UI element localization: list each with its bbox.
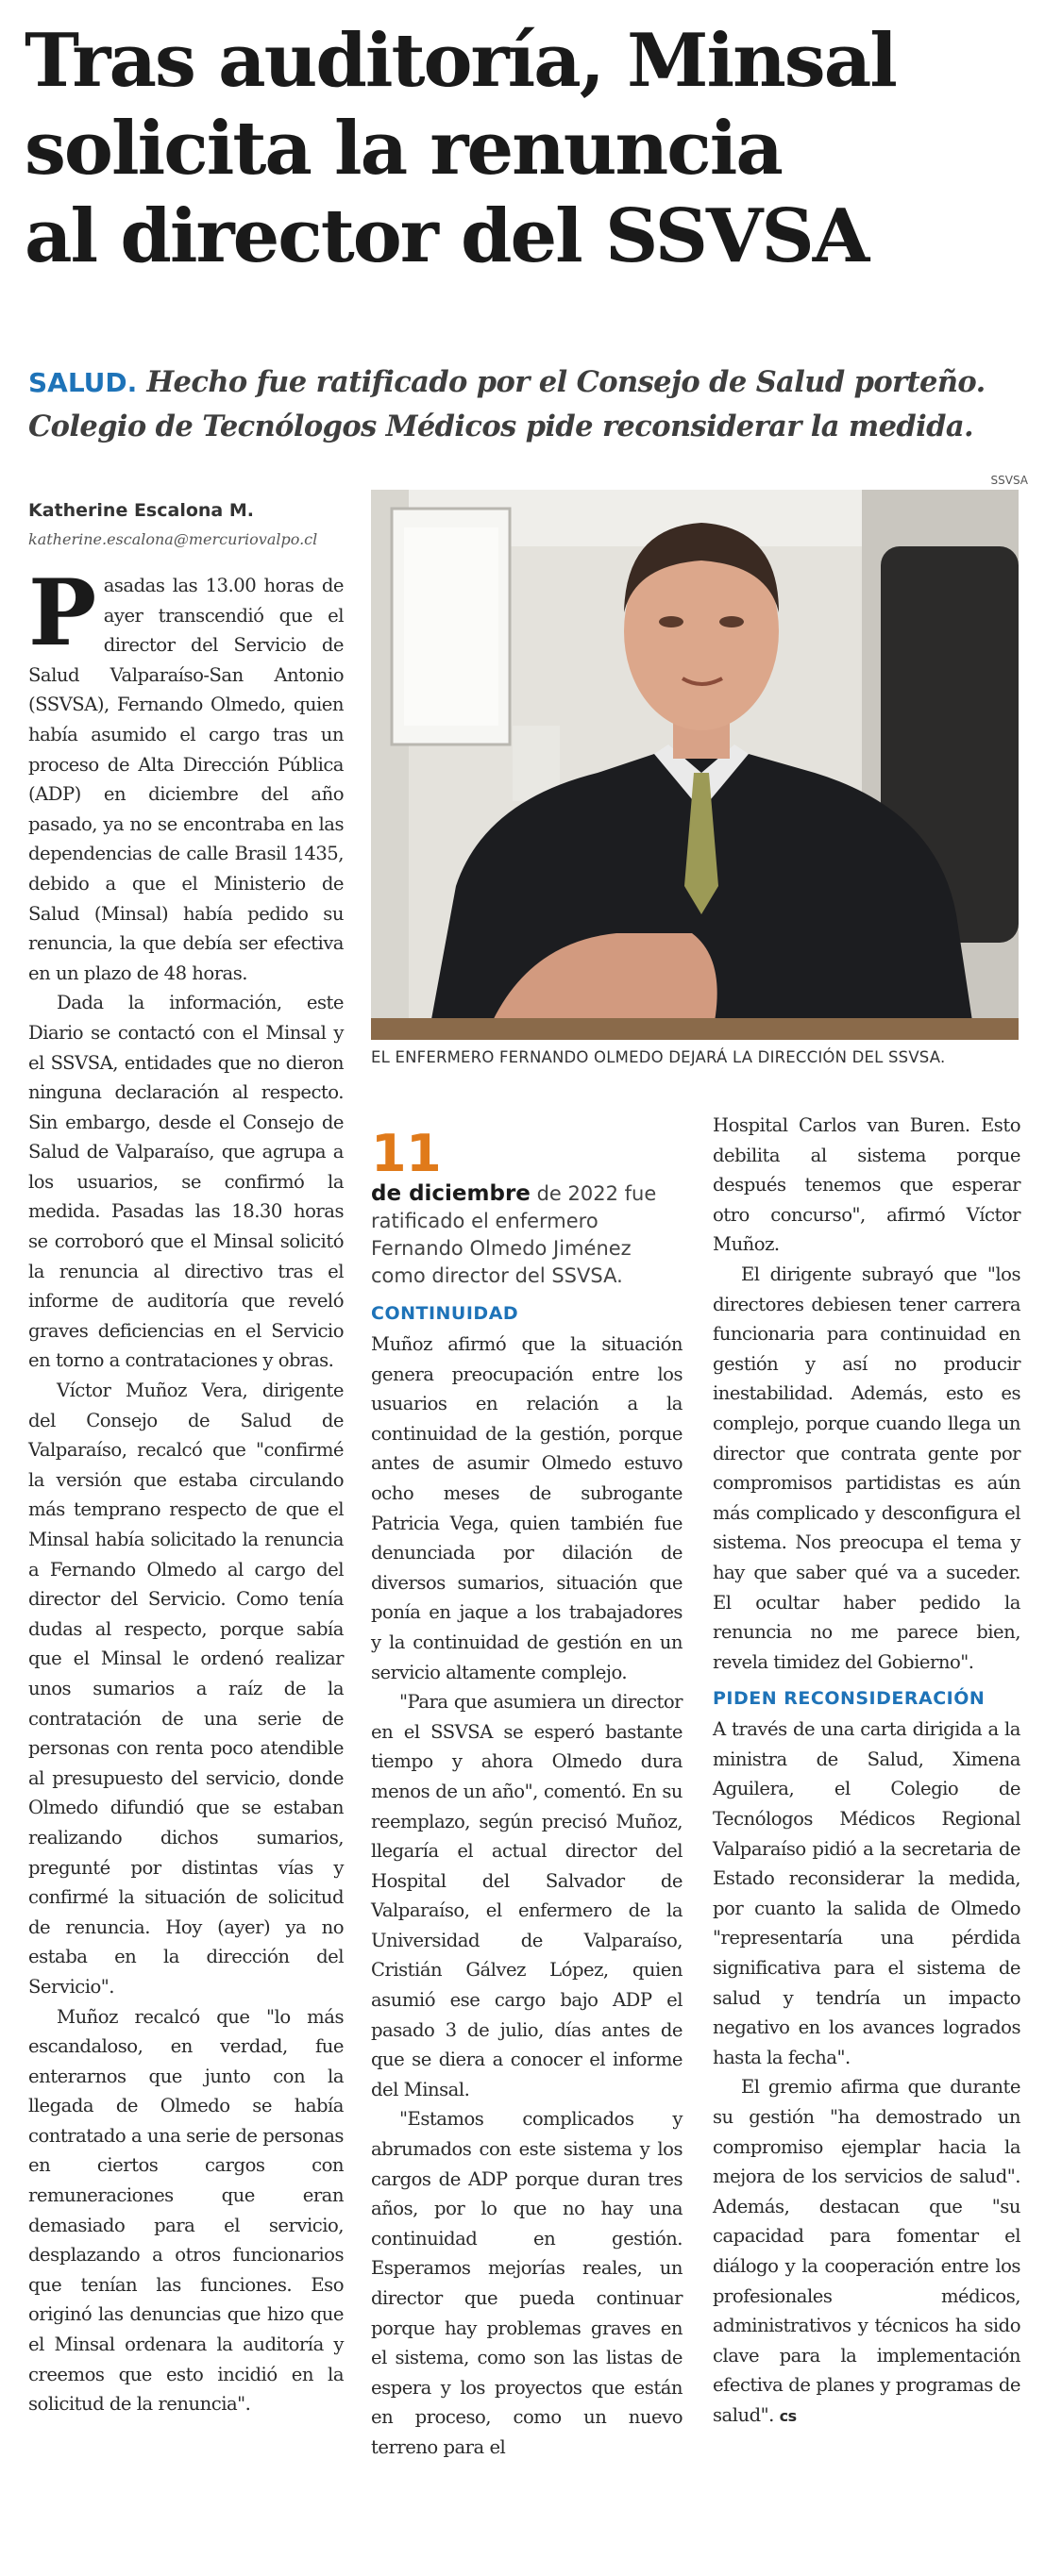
paragraph: El dirigente subrayó que "los directores debiesen tener carrera funcionaria para continuidad en gestión y así no producir inestabilidad. Además, esto es complejo, porque cuando llega un director que contrata gente por compromisos partidistas es aún más complicado y desconfigura el sistema. Nos preocupa el tema y hay que saber qué va a suceder. El ocultar haber pedido la renuncia no me parece bien, revela timidez del Gobierno". <box>713 1263 1020 1673</box>
paragraph: Hospital Carlos van Buren. Esto debilita al sistema porque después tenemos que esperar otro concurso", afirmó Víctor Muñoz. <box>713 1114 1020 1256</box>
column-3 <box>713 1111 1020 2432</box>
paragraph <box>713 2072 1020 2431</box>
paragraph: Dada la información, este Diario se contactó con el Minsal y el SSVSA, entidades que no dieron ninguna declaración al respecto. Sin embargo, desde el Consejo de Salud de Valparaíso, que agrupa a los usuarios, se confirmó la medida. Pasadas las 18.30 horas se corroboró que el Minsal solicitó la renuncia al directivo tras el informe de auditoría que reveló graves deficiencias en el Servicio en torno a contrataciones y obras. <box>28 992 344 1372</box>
column-1 <box>28 560 344 2419</box>
byline <box>28 500 359 548</box>
paragraph: Víctor Muñoz Vera, dirigente del Consejo de Salud de Valparaíso, recalcó que "confirmé la versión que estaba circulando más temprano respecto de que el Minsal había solicitado la renuncia a Fernando Olmedo al cargo del director del Servicio. Como tenía dudas al respecto, porque sabía que el Minsal le ordenó realizar unos sumarios a raíz de la contratación de una serie de personas con renta poco atendible al presupuesto del servicio, donde Olmedo difundió que se estaban realizando dichos sumarios, pregunté por distintas vías y confirmé la situación de solicitud de renuncia. Hoy (ayer) ya no estaba en la dirección del Servicio". <box>28 1380 344 1998</box>
paragraph: "Para que asumiera un director en el SSVSA se esperó bastante tiempo y ahora Olmedo dura menos de un año", comentó. En su reemplazo, según precisó Muñoz, llegaría el actual director del Hospital del Salvador de Valparaíso, el enfermero de la Universidad de Valparaíso, Cristián Gálvez López, quien asumió ese cargo bajo ADP el pasado 3 de julio, días antes de que se diera a conocer el informe del Minsal. <box>371 1691 683 2100</box>
paragraph <box>28 560 344 988</box>
portrait-illustration <box>371 490 1019 1040</box>
headline <box>25 17 1025 280</box>
article-photo <box>371 490 1019 1040</box>
section-tag: SALUD. <box>28 367 138 398</box>
author-name: Katherine Escalona M. <box>28 500 254 521</box>
drop-cap: P <box>28 560 96 666</box>
headline-line-2: solicita la renuncia <box>25 106 782 192</box>
deck <box>28 360 1029 448</box>
fact-number: 11 <box>371 1124 442 1183</box>
paragraph-text: asadas las 13.00 horas de ayer transcendió que el director del Servicio de Salud Valparaíso-San Antonio (SSVSA), Fernando Olmedo, quien había asumido el cargo tras un proceso de Alta Dirección Pública (ADP) en diciembre del año pasado, ya no se encontraba en las dependencias de calle Brasil 1435, debido a que el Ministerio de Salud (Minsal) había pedido su renuncia, la que debía ser efectiva en un plazo de 48 horas. <box>28 575 344 984</box>
paragraph-text: El gremio afirma que durante su gestión "ha demostrado un compromiso ejemplar hacia la mejora de los servicios de salud". Además, destacan que "su capacidad para fomentar el diálogo y la cooperación entre los profesionales médicos, administrativos y técnicos ha sido clave para la implementación efectiva de planes y programas de salud". <box>713 2076 1020 2426</box>
subhead-piden-reconsideracion: PIDEN RECONSIDERACIÓN <box>713 1688 986 1710</box>
author-email[interactable]: katherine.escalona@mercuriovalpo.cl <box>28 530 318 548</box>
deck-text: Hecho fue ratificado por el Consejo de Salud porteño. Colegio de Tecnólogos Médicos pide reconsiderar la medida. <box>28 365 986 443</box>
photo-caption: EL ENFERMERO FERNANDO OLMEDO DEJARÁ LA DIRECCIÓN DEL SSVSA. <box>371 1048 946 1066</box>
end-mark: cs <box>779 2406 797 2425</box>
paragraph: Muñoz afirmó que la situación genera preocupación entre los usuarios en relación a la continuidad de la gestión, porque antes de asumir Olmedo estuvo ocho meses de subrogante Patricia Vega, quien también fue denunciada por dilación de diversos sumarios, situación que ponía en jaque a los trabajadores y la continuidad de gestión en un servicio altamente complejo. <box>371 1333 683 1683</box>
fact-text: de 2022 fue ratificado el enfermero Fernando Olmedo Jiménez como director del SSVSA. <box>371 1182 657 1287</box>
photo-credit: SSVSA <box>990 474 1028 487</box>
paragraph: Muñoz recalcó que "lo más escandaloso, en verdad, fue enterarnos que junto con la llegada de Olmedo se había contratado a una serie de personas en ciertos cargos con remuneraciones que eran demasiado para el servicio, desplazando a otros funcionarios que tenían las funciones. Eso originó las denuncias que hizo que el Minsal ordenara la auditoría y creemos que esto incidió en la solicitud de la renuncia". <box>28 2005 344 2416</box>
headline-line-1: Tras auditoría, Minsal <box>25 18 896 104</box>
fact-box <box>371 1180 683 1290</box>
subhead-continuidad: CONTINUIDAD <box>371 1303 519 1324</box>
paragraph: "Estamos complicados y abrumados con este sistema y los cargos de ADP porque duran tres años, por lo que no hay una continuidad en gestión. Esperamos mejorías reales, un director que pueda continuar porque hay problemas graves en el sistema, como son las listas de espera y los proyectos que están en proceso, como un nuevo terreno para el <box>371 2108 683 2458</box>
headline-line-3: al director del SSVSA <box>25 193 868 279</box>
paragraph: A través de una carta dirigida a la ministra de Salud, Ximena Aguilera, el Colegio de Tecnólogos Médicos Regional Valparaíso pidió a la secretaria de Estado reconsiderar la medida, por cuanto la salida de Olmedo "representaría una pérdida significativa para el sistema de salud y tendría un impacto negativo en los avances logrados hasta la fecha". <box>713 1718 1020 2068</box>
fact-bold: de diciembre <box>371 1181 531 1206</box>
column-2 <box>371 1124 683 2463</box>
